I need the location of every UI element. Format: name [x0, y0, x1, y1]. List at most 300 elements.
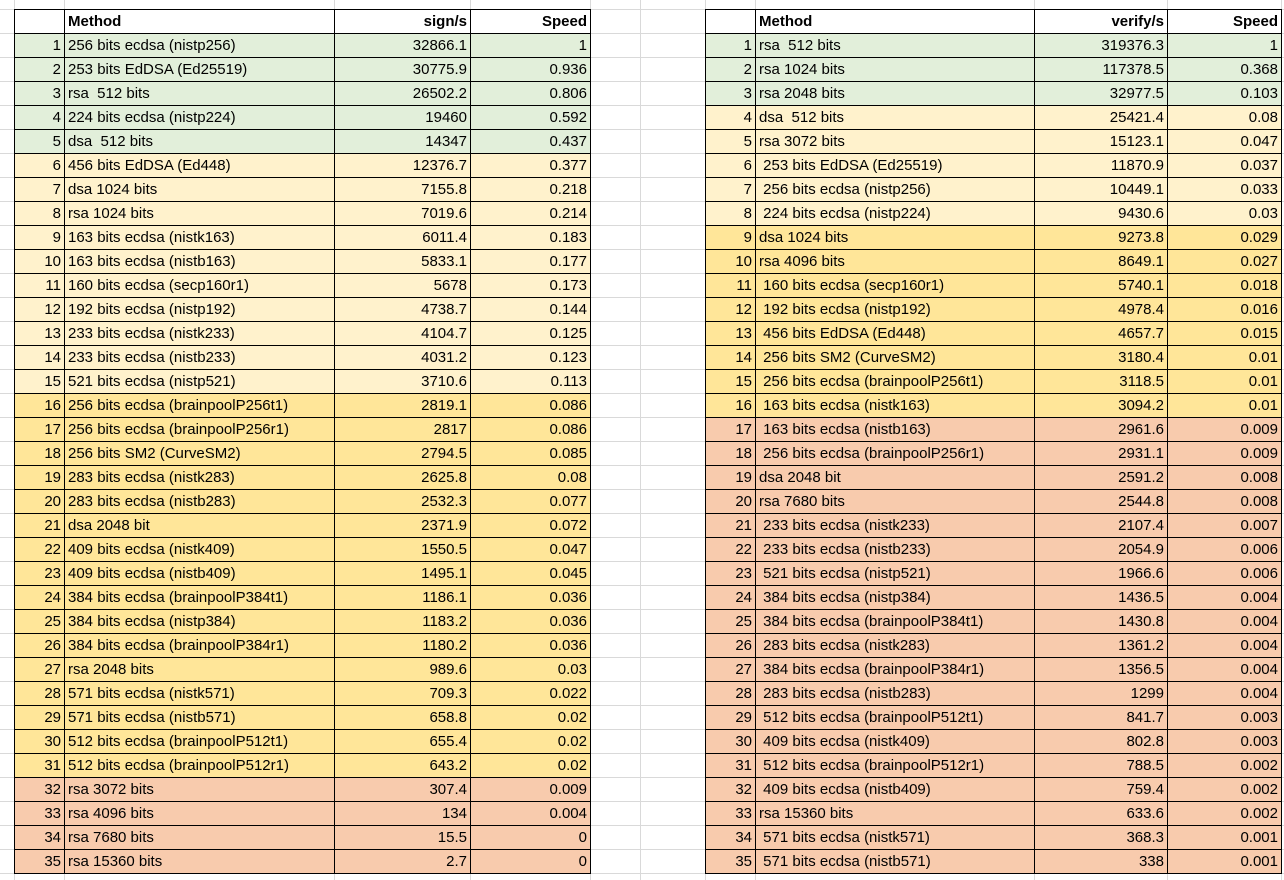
cell-ops-per-sec[interactable]: 9273.8 [1035, 226, 1168, 250]
cell-method[interactable]: 163 bits ecdsa (nistb163) [65, 250, 335, 274]
cell-method[interactable]: 253 bits EdDSA (Ed25519) [65, 58, 335, 82]
header-verify-per-sec[interactable]: verify/s [1035, 10, 1168, 34]
cell-ops-per-sec[interactable]: 1430.8 [1035, 610, 1168, 634]
cell-ops-per-sec[interactable]: 4738.7 [335, 298, 471, 322]
cell-speed[interactable]: 0.006 [1168, 538, 1282, 562]
cell-index[interactable]: 11 [15, 274, 65, 298]
cell-index[interactable]: 17 [706, 418, 756, 442]
cell-ops-per-sec[interactable]: 658.8 [335, 706, 471, 730]
cell-speed[interactable]: 0.016 [1168, 298, 1282, 322]
cell-speed[interactable]: 0.009 [1168, 418, 1282, 442]
cell-speed[interactable]: 0.086 [471, 418, 591, 442]
cell-index[interactable]: 15 [706, 370, 756, 394]
cell-speed[interactable]: 0.003 [1168, 706, 1282, 730]
cell-method[interactable]: rsa 3072 bits [65, 778, 335, 802]
table-row [706, 802, 1282, 826]
cell-method[interactable]: rsa 7680 bits [65, 826, 335, 850]
cell-ops-per-sec[interactable]: 4657.7 [1035, 322, 1168, 346]
cell-index[interactable]: 6 [15, 154, 65, 178]
cell-speed[interactable]: 0.036 [471, 610, 591, 634]
cell-index[interactable]: 32 [706, 778, 756, 802]
cell-ops-per-sec[interactable]: 759.4 [1035, 778, 1168, 802]
cell-speed[interactable]: 0.806 [471, 82, 591, 106]
cell-method[interactable]: rsa 7680 bits [756, 490, 1035, 514]
cell-speed[interactable]: 0.008 [1168, 466, 1282, 490]
cell-ops-per-sec[interactable]: 3094.2 [1035, 394, 1168, 418]
cell-method[interactable]: 283 bits ecdsa (nistb283) [756, 682, 1035, 706]
cell-index[interactable]: 24 [15, 586, 65, 610]
cell-ops-per-sec[interactable]: 2371.9 [335, 514, 471, 538]
cell-method[interactable]: dsa 2048 bit [756, 466, 1035, 490]
cell-speed[interactable]: 0.02 [471, 706, 591, 730]
cell-ops-per-sec[interactable]: 709.3 [335, 682, 471, 706]
cell-speed[interactable]: 0.02 [471, 754, 591, 778]
cell-method[interactable]: 384 bits ecdsa (nistp384) [756, 586, 1035, 610]
cell-index[interactable]: 18 [706, 442, 756, 466]
cell-method[interactable]: rsa 2048 bits [756, 82, 1035, 106]
cell-speed[interactable]: 0.009 [1168, 442, 1282, 466]
cell-ops-per-sec[interactable]: 1966.6 [1035, 562, 1168, 586]
cell-index[interactable]: 29 [15, 706, 65, 730]
cell-ops-per-sec[interactable]: 4978.4 [1035, 298, 1168, 322]
cell-ops-per-sec[interactable]: 802.8 [1035, 730, 1168, 754]
cell-ops-per-sec[interactable]: 2054.9 [1035, 538, 1168, 562]
cell-index[interactable]: 14 [15, 346, 65, 370]
cell-ops-per-sec[interactable]: 11870.9 [1035, 154, 1168, 178]
cell-speed[interactable]: 0.022 [471, 682, 591, 706]
header-speed[interactable]: Speed [1168, 10, 1282, 34]
cell-method[interactable]: 192 bits ecdsa (nistp192) [756, 298, 1035, 322]
cell-method[interactable]: rsa 15360 bits [756, 802, 1035, 826]
cell-speed[interactable]: 0.018 [1168, 274, 1282, 298]
table-row [15, 562, 591, 586]
cell-method[interactable]: 512 bits ecdsa (brainpoolP512r1) [65, 754, 335, 778]
cell-ops-per-sec[interactable]: 2625.8 [335, 466, 471, 490]
cell-ops-per-sec[interactable]: 3118.5 [1035, 370, 1168, 394]
cell-index[interactable]: 3 [15, 82, 65, 106]
cell-ops-per-sec[interactable]: 19460 [335, 106, 471, 130]
cell-index[interactable]: 20 [706, 490, 756, 514]
cell-method[interactable]: rsa 3072 bits [756, 130, 1035, 154]
cell-speed[interactable]: 0.368 [1168, 58, 1282, 82]
cell-speed[interactable]: 0.437 [471, 130, 591, 154]
cell-speed[interactable]: 0.036 [471, 634, 591, 658]
cell-ops-per-sec[interactable]: 2961.6 [1035, 418, 1168, 442]
cell-ops-per-sec[interactable]: 4104.7 [335, 322, 471, 346]
cell-index[interactable]: 19 [706, 466, 756, 490]
cell-index[interactable]: 33 [706, 802, 756, 826]
header-speed[interactable]: Speed [471, 10, 591, 34]
cell-method[interactable]: 409 bits ecdsa (nistk409) [65, 538, 335, 562]
cell-ops-per-sec[interactable]: 1436.5 [1035, 586, 1168, 610]
cell-speed[interactable]: 0.037 [1168, 154, 1282, 178]
cell-ops-per-sec[interactable]: 15123.1 [1035, 130, 1168, 154]
cell-method[interactable]: 521 bits ecdsa (nistp521) [65, 370, 335, 394]
cell-ops-per-sec[interactable]: 134 [335, 802, 471, 826]
cell-speed[interactable]: 0.002 [1168, 754, 1282, 778]
cell-speed[interactable]: 0.08 [471, 466, 591, 490]
cell-ops-per-sec[interactable]: 5833.1 [335, 250, 471, 274]
cell-speed[interactable]: 0.004 [1168, 634, 1282, 658]
cell-speed[interactable]: 0.002 [1168, 802, 1282, 826]
cell-speed[interactable]: 0.214 [471, 202, 591, 226]
cell-speed[interactable]: 0.077 [471, 490, 591, 514]
cell-index[interactable]: 4 [15, 106, 65, 130]
cell-method[interactable]: 571 bits ecdsa (nistb571) [65, 706, 335, 730]
cell-method[interactable]: dsa 1024 bits [65, 178, 335, 202]
sign-speed-table [14, 9, 591, 874]
cell-method[interactable]: 256 bits ecdsa (brainpoolP256t1) [65, 394, 335, 418]
cell-method[interactable]: rsa 4096 bits [756, 250, 1035, 274]
cell-speed[interactable]: 0.008 [1168, 490, 1282, 514]
cell-ops-per-sec[interactable]: 117378.5 [1035, 58, 1168, 82]
cell-index[interactable]: 9 [15, 226, 65, 250]
cell-method[interactable]: 571 bits ecdsa (nistb571) [756, 850, 1035, 874]
cell-index[interactable]: 3 [706, 82, 756, 106]
table-row [706, 562, 1282, 586]
cell-method[interactable]: 283 bits ecdsa (nistb283) [65, 490, 335, 514]
cell-ops-per-sec[interactable]: 14347 [335, 130, 471, 154]
cell-speed[interactable]: 0.01 [1168, 370, 1282, 394]
cell-index[interactable]: 21 [15, 514, 65, 538]
cell-speed[interactable]: 0.033 [1168, 178, 1282, 202]
cell-method[interactable]: 192 bits ecdsa (nistp192) [65, 298, 335, 322]
cell-ops-per-sec[interactable]: 1495.1 [335, 562, 471, 586]
cell-index[interactable]: 32 [15, 778, 65, 802]
cell-method[interactable]: dsa 512 bits [756, 106, 1035, 130]
cell-speed[interactable]: 0.01 [1168, 394, 1282, 418]
cell-index[interactable]: 18 [15, 442, 65, 466]
cell-method[interactable]: 456 bits EdDSA (Ed448) [756, 322, 1035, 346]
cell-speed[interactable]: 0.004 [1168, 586, 1282, 610]
cell-speed[interactable]: 1 [471, 34, 591, 58]
cell-index[interactable]: 31 [15, 754, 65, 778]
cell-speed[interactable]: 0.001 [1168, 850, 1282, 874]
cell-method[interactable]: rsa 4096 bits [65, 802, 335, 826]
table-row [15, 802, 591, 826]
cell-ops-per-sec[interactable]: 1186.1 [335, 586, 471, 610]
cell-ops-per-sec[interactable]: 2817 [335, 418, 471, 442]
cell-index[interactable]: 5 [15, 130, 65, 154]
cell-index[interactable]: 10 [15, 250, 65, 274]
cell-speed[interactable]: 0.045 [471, 562, 591, 586]
cell-method[interactable]: 224 bits ecdsa (nistp224) [65, 106, 335, 130]
header-index[interactable] [706, 10, 756, 34]
table-row [706, 322, 1282, 346]
cell-ops-per-sec[interactable]: 3180.4 [1035, 346, 1168, 370]
cell-speed[interactable]: 0 [471, 826, 591, 850]
cell-index[interactable]: 8 [706, 202, 756, 226]
cell-method[interactable]: rsa 1024 bits [65, 202, 335, 226]
cell-method[interactable]: 512 bits ecdsa (brainpoolP512t1) [756, 706, 1035, 730]
cell-speed[interactable]: 0.001 [1168, 826, 1282, 850]
table-row [15, 274, 591, 298]
cell-method[interactable]: 253 bits EdDSA (Ed25519) [756, 154, 1035, 178]
cell-speed[interactable]: 0.003 [1168, 730, 1282, 754]
cell-index[interactable]: 23 [15, 562, 65, 586]
cell-speed[interactable]: 0.036 [471, 586, 591, 610]
cell-index[interactable]: 34 [706, 826, 756, 850]
cell-index[interactable]: 1 [706, 34, 756, 58]
cell-ops-per-sec[interactable]: 2819.1 [335, 394, 471, 418]
cell-speed[interactable]: 0.218 [471, 178, 591, 202]
header-sign-per-sec[interactable]: sign/s [335, 10, 471, 34]
cell-method[interactable]: 409 bits ecdsa (nistb409) [65, 562, 335, 586]
table-row [706, 82, 1282, 106]
cell-method[interactable]: rsa 1024 bits [756, 58, 1035, 82]
cell-index[interactable]: 13 [15, 322, 65, 346]
cell-index[interactable]: 28 [706, 682, 756, 706]
table-row [15, 58, 591, 82]
cell-index[interactable]: 26 [15, 634, 65, 658]
cell-ops-per-sec[interactable]: 2931.1 [1035, 442, 1168, 466]
cell-index[interactable]: 29 [706, 706, 756, 730]
cell-ops-per-sec[interactable]: 2532.3 [335, 490, 471, 514]
cell-index[interactable]: 21 [706, 514, 756, 538]
cell-method[interactable]: 571 bits ecdsa (nistk571) [756, 826, 1035, 850]
cell-speed[interactable]: 0.03 [1168, 202, 1282, 226]
cell-ops-per-sec[interactable]: 319376.3 [1035, 34, 1168, 58]
cell-method[interactable]: 521 bits ecdsa (nistp521) [756, 562, 1035, 586]
cell-method[interactable]: 233 bits ecdsa (nistk233) [65, 322, 335, 346]
cell-index[interactable]: 15 [15, 370, 65, 394]
cell-index[interactable]: 35 [706, 850, 756, 874]
cell-speed[interactable]: 0.007 [1168, 514, 1282, 538]
cell-method[interactable]: 256 bits ecdsa (brainpoolP256t1) [756, 370, 1035, 394]
cell-method[interactable]: 283 bits ecdsa (nistk283) [756, 634, 1035, 658]
cell-speed[interactable]: 0.183 [471, 226, 591, 250]
cell-index[interactable]: 2 [706, 58, 756, 82]
cell-speed[interactable]: 0.377 [471, 154, 591, 178]
cell-method[interactable]: dsa 2048 bit [65, 514, 335, 538]
cell-ops-per-sec[interactable]: 841.7 [1035, 706, 1168, 730]
cell-ops-per-sec[interactable]: 12376.7 [335, 154, 471, 178]
cell-index[interactable]: 24 [706, 586, 756, 610]
cell-ops-per-sec[interactable]: 1183.2 [335, 610, 471, 634]
cell-method[interactable]: 384 bits ecdsa (brainpoolP384t1) [65, 586, 335, 610]
cell-speed[interactable]: 0.029 [1168, 226, 1282, 250]
cell-index[interactable]: 5 [706, 130, 756, 154]
cell-ops-per-sec[interactable]: 1550.5 [335, 538, 471, 562]
cell-speed[interactable]: 0.125 [471, 322, 591, 346]
cell-ops-per-sec[interactable]: 15.5 [335, 826, 471, 850]
cell-speed[interactable]: 0.006 [1168, 562, 1282, 586]
cell-index[interactable]: 1 [15, 34, 65, 58]
cell-speed[interactable]: 0.936 [471, 58, 591, 82]
cell-index[interactable]: 8 [15, 202, 65, 226]
cell-index[interactable]: 27 [15, 658, 65, 682]
cell-method[interactable]: 456 bits EdDSA (Ed448) [65, 154, 335, 178]
cell-speed[interactable]: 0.004 [1168, 610, 1282, 634]
cell-ops-per-sec[interactable]: 307.4 [335, 778, 471, 802]
cell-ops-per-sec[interactable]: 989.6 [335, 658, 471, 682]
cell-speed[interactable]: 0.103 [1168, 82, 1282, 106]
header-index[interactable] [15, 10, 65, 34]
header-method[interactable]: Method [65, 10, 335, 34]
cell-index[interactable]: 25 [15, 610, 65, 634]
cell-method[interactable]: 409 bits ecdsa (nistk409) [756, 730, 1035, 754]
table-row [706, 634, 1282, 658]
cell-speed[interactable]: 0.113 [471, 370, 591, 394]
cell-ops-per-sec[interactable]: 1299 [1035, 682, 1168, 706]
cell-method[interactable]: 384 bits ecdsa (brainpoolP384r1) [65, 634, 335, 658]
cell-method[interactable]: 384 bits ecdsa (brainpoolP384t1) [756, 610, 1035, 634]
cell-method[interactable]: 160 bits ecdsa (secp160r1) [65, 274, 335, 298]
cell-index[interactable]: 10 [706, 250, 756, 274]
cell-index[interactable]: 35 [15, 850, 65, 874]
cell-index[interactable]: 2 [15, 58, 65, 82]
cell-speed[interactable]: 0.004 [1168, 658, 1282, 682]
cell-method[interactable]: 283 bits ecdsa (nistk283) [65, 466, 335, 490]
cell-speed[interactable]: 0.086 [471, 394, 591, 418]
cell-speed[interactable]: 0.085 [471, 442, 591, 466]
cell-speed[interactable]: 0.03 [471, 658, 591, 682]
cell-index[interactable]: 25 [706, 610, 756, 634]
cell-speed[interactable]: 0.027 [1168, 250, 1282, 274]
cell-ops-per-sec[interactable]: 338 [1035, 850, 1168, 874]
cell-speed[interactable]: 0.004 [1168, 682, 1282, 706]
cell-speed[interactable]: 0.144 [471, 298, 591, 322]
cell-method[interactable]: 512 bits ecdsa (brainpoolP512t1) [65, 730, 335, 754]
cell-method[interactable]: rsa 512 bits [65, 82, 335, 106]
cell-index[interactable]: 22 [15, 538, 65, 562]
cell-method[interactable]: rsa 2048 bits [65, 658, 335, 682]
cell-speed[interactable]: 1 [1168, 34, 1282, 58]
cell-ops-per-sec[interactable]: 2544.8 [1035, 490, 1168, 514]
cell-ops-per-sec[interactable]: 10449.1 [1035, 178, 1168, 202]
cell-method[interactable]: 512 bits ecdsa (brainpoolP512r1) [756, 754, 1035, 778]
cell-ops-per-sec[interactable]: 7155.8 [335, 178, 471, 202]
cell-ops-per-sec[interactable]: 655.4 [335, 730, 471, 754]
cell-index[interactable]: 30 [15, 730, 65, 754]
cell-ops-per-sec[interactable]: 25421.4 [1035, 106, 1168, 130]
cell-index[interactable]: 17 [15, 418, 65, 442]
cell-speed[interactable]: 0.123 [471, 346, 591, 370]
cell-ops-per-sec[interactable]: 1180.2 [335, 634, 471, 658]
cell-method[interactable]: 571 bits ecdsa (nistk571) [65, 682, 335, 706]
cell-method[interactable]: 224 bits ecdsa (nistp224) [756, 202, 1035, 226]
cell-ops-per-sec[interactable]: 32977.5 [1035, 82, 1168, 106]
cell-method[interactable]: 384 bits ecdsa (nistp384) [65, 610, 335, 634]
cell-method[interactable]: 256 bits SM2 (CurveSM2) [756, 346, 1035, 370]
cell-ops-per-sec[interactable]: 6011.4 [335, 226, 471, 250]
cell-index[interactable]: 16 [15, 394, 65, 418]
cell-speed[interactable]: 0 [471, 850, 591, 874]
cell-method[interactable]: 163 bits ecdsa (nistk163) [756, 394, 1035, 418]
cell-ops-per-sec[interactable]: 2107.4 [1035, 514, 1168, 538]
cell-method[interactable]: 256 bits ecdsa (nistp256) [65, 34, 335, 58]
cell-ops-per-sec[interactable]: 633.6 [1035, 802, 1168, 826]
cell-index[interactable]: 13 [706, 322, 756, 346]
cell-index[interactable]: 9 [706, 226, 756, 250]
cell-ops-per-sec[interactable]: 32866.1 [335, 34, 471, 58]
cell-ops-per-sec[interactable]: 788.5 [1035, 754, 1168, 778]
cell-speed[interactable]: 0.004 [471, 802, 591, 826]
cell-method[interactable]: 256 bits ecdsa (nistp256) [756, 178, 1035, 202]
cell-index[interactable]: 12 [706, 298, 756, 322]
cell-index[interactable]: 26 [706, 634, 756, 658]
cell-index[interactable]: 4 [706, 106, 756, 130]
cell-index[interactable]: 19 [15, 466, 65, 490]
cell-method[interactable]: 233 bits ecdsa (nistb233) [756, 538, 1035, 562]
cell-index[interactable]: 6 [706, 154, 756, 178]
cell-index[interactable]: 7 [706, 178, 756, 202]
cell-index[interactable]: 16 [706, 394, 756, 418]
cell-index[interactable]: 33 [15, 802, 65, 826]
cell-speed[interactable]: 0.002 [1168, 778, 1282, 802]
cell-ops-per-sec[interactable]: 30775.9 [335, 58, 471, 82]
cell-ops-per-sec[interactable]: 643.2 [335, 754, 471, 778]
cell-index[interactable]: 28 [15, 682, 65, 706]
cell-ops-per-sec[interactable]: 2794.5 [335, 442, 471, 466]
cell-method[interactable]: dsa 1024 bits [756, 226, 1035, 250]
cell-method[interactable]: 256 bits SM2 (CurveSM2) [65, 442, 335, 466]
cell-speed[interactable]: 0.072 [471, 514, 591, 538]
cell-method[interactable]: 256 bits ecdsa (brainpoolP256r1) [65, 418, 335, 442]
cell-index[interactable]: 11 [706, 274, 756, 298]
cell-ops-per-sec[interactable]: 5740.1 [1035, 274, 1168, 298]
cell-speed[interactable]: 0.01 [1168, 346, 1282, 370]
cell-method[interactable]: 233 bits ecdsa (nistk233) [756, 514, 1035, 538]
cell-method[interactable]: 160 bits ecdsa (secp160r1) [756, 274, 1035, 298]
cell-index[interactable]: 14 [706, 346, 756, 370]
cell-speed[interactable]: 0.009 [471, 778, 591, 802]
cell-speed[interactable]: 0.08 [1168, 106, 1282, 130]
cell-ops-per-sec[interactable]: 7019.6 [335, 202, 471, 226]
cell-method[interactable]: 409 bits ecdsa (nistb409) [756, 778, 1035, 802]
cell-method[interactable]: dsa 512 bits [65, 130, 335, 154]
cell-speed[interactable]: 0.02 [471, 730, 591, 754]
cell-ops-per-sec[interactable]: 1361.2 [1035, 634, 1168, 658]
cell-ops-per-sec[interactable]: 2.7 [335, 850, 471, 874]
cell-speed[interactable]: 0.047 [1168, 130, 1282, 154]
cell-ops-per-sec[interactable]: 9430.6 [1035, 202, 1168, 226]
table-row [15, 682, 591, 706]
cell-index[interactable]: 20 [15, 490, 65, 514]
cell-method[interactable]: 384 bits ecdsa (brainpoolP384r1) [756, 658, 1035, 682]
cell-ops-per-sec[interactable]: 3710.6 [335, 370, 471, 394]
cell-ops-per-sec[interactable]: 2591.2 [1035, 466, 1168, 490]
cell-ops-per-sec[interactable]: 8649.1 [1035, 250, 1168, 274]
cell-index[interactable]: 30 [706, 730, 756, 754]
cell-method[interactable]: rsa 15360 bits [65, 850, 335, 874]
cell-index[interactable]: 23 [706, 562, 756, 586]
cell-speed[interactable]: 0.047 [471, 538, 591, 562]
cell-index[interactable]: 7 [15, 178, 65, 202]
cell-speed[interactable]: 0.015 [1168, 322, 1282, 346]
cell-ops-per-sec[interactable]: 1356.5 [1035, 658, 1168, 682]
cell-ops-per-sec[interactable]: 4031.2 [335, 346, 471, 370]
header-method[interactable]: Method [756, 10, 1035, 34]
cell-method[interactable]: 163 bits ecdsa (nistk163) [65, 226, 335, 250]
cell-index[interactable]: 31 [706, 754, 756, 778]
cell-method[interactable]: rsa 512 bits [756, 34, 1035, 58]
cell-method[interactable]: 233 bits ecdsa (nistb233) [65, 346, 335, 370]
cell-speed[interactable]: 0.592 [471, 106, 591, 130]
cell-ops-per-sec[interactable]: 5678 [335, 274, 471, 298]
cell-ops-per-sec[interactable]: 26502.2 [335, 82, 471, 106]
cell-method[interactable]: 256 bits ecdsa (brainpoolP256r1) [756, 442, 1035, 466]
cell-index[interactable]: 22 [706, 538, 756, 562]
cell-ops-per-sec[interactable]: 368.3 [1035, 826, 1168, 850]
cell-speed[interactable]: 0.177 [471, 250, 591, 274]
cell-index[interactable]: 27 [706, 658, 756, 682]
cell-index[interactable]: 12 [15, 298, 65, 322]
table-row [15, 322, 591, 346]
cell-speed[interactable]: 0.173 [471, 274, 591, 298]
cell-index[interactable]: 34 [15, 826, 65, 850]
cell-method[interactable]: 163 bits ecdsa (nistb163) [756, 418, 1035, 442]
